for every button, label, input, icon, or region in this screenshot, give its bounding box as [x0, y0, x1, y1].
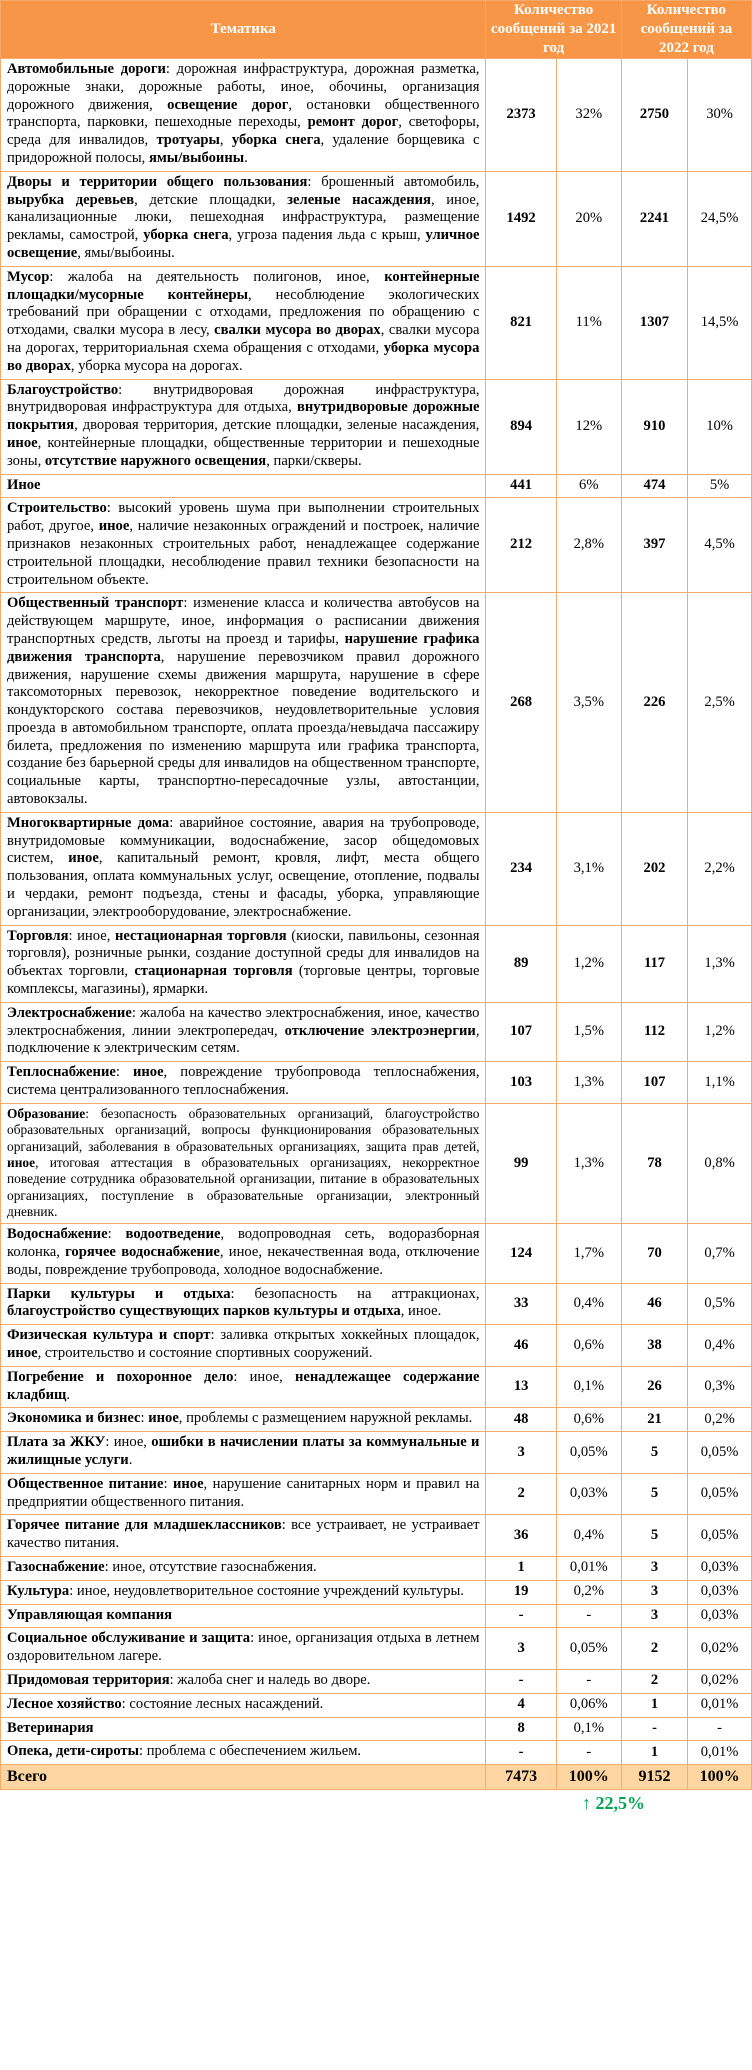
table-row: [1, 498, 752, 593]
percent-2022-cell: 0,4%: [688, 1325, 752, 1367]
topic-keyword: Благоустройство: [7, 381, 119, 398]
topic-text: , свалки мусора на дорогах, территориальная схема обращения с отходами,: [7, 322, 480, 356]
table-row: [1, 474, 752, 498]
topic-cell: [1, 1515, 486, 1557]
count-2022-cell: 78: [621, 1103, 687, 1223]
count-2021-cell: 103: [486, 1062, 556, 1104]
percent-2022-cell: 2,5%: [688, 593, 752, 813]
count-2021-cell: 268: [486, 593, 556, 813]
count-2022-cell: 2750: [621, 59, 687, 172]
topic-keyword: вырубка деревьев: [7, 191, 135, 208]
percent-2022-cell: 0,8%: [688, 1103, 752, 1223]
topic-keyword: отсутствие наружного освещения: [44, 452, 267, 469]
topic-keyword: Экономика и бизнес: [7, 1410, 141, 1427]
count-2022-cell: 2: [621, 1669, 687, 1693]
topic-text: , угроза падения льда с крыш,: [228, 227, 426, 244]
table-row: [1, 379, 752, 474]
topic-text: , капитальный ремонт, кровля, лифт, места общего пользования, оплата коммунальных услуг, освещение, отопление, подвалы и чердаки, ремонт подъезда, стены и фасады, уборка, управляющие организации, электрооборудование, электроснабжение.: [7, 850, 480, 920]
count-2021-cell: 3: [486, 1432, 556, 1474]
topic-text: , детские площадки,: [134, 191, 288, 208]
topic-text: .: [66, 1386, 70, 1403]
topic-text: , наличие незаконных ограждений и построек, наличие признаков незаконных строительных работ, ненадлежащее содержание строительной площадки, несоблюдение правил техники безопасности на строительном объекте.: [7, 518, 480, 588]
topic-text: : жалоба на качество электроснабжения, иное, качество электроснабжения, линии электропередач,: [7, 1004, 480, 1039]
topic-text: : жалоба снег и наледь во дворе.: [169, 1671, 371, 1688]
percent-2021-cell: 32%: [556, 59, 621, 172]
percent-2021-cell: 2,8%: [556, 498, 621, 593]
topic-text: : аварийное состояние, авария на трубопроводе, внутридомовые коммуникации, водоснабжение, засор общедомовых систем,: [7, 814, 480, 867]
topic-text: : безопасность на аттракционах,: [230, 1285, 480, 1302]
topic-keyword: Общественный транспорт: [7, 595, 184, 612]
table-row: [1, 812, 752, 925]
count-2022-cell: -: [621, 1717, 687, 1741]
topic-keyword: Горячее питание для младшеклассников: [7, 1517, 282, 1534]
percent-2021-cell: -: [556, 1604, 621, 1628]
topic-cell: [1, 1556, 486, 1580]
topic-keyword: горячее водоснабжение: [65, 1244, 220, 1261]
count-2022-cell: 70: [621, 1224, 687, 1283]
count-2022-cell: 5: [621, 1515, 687, 1557]
topic-cell: [1, 1002, 486, 1061]
topic-keyword: зеленые насаждения: [287, 191, 431, 208]
topic-keyword: стационарная торговля: [134, 963, 293, 980]
topic-keyword: водоотведение: [125, 1226, 221, 1243]
percent-2022-cell: 14,5%: [688, 266, 752, 379]
percent-2022-cell: 2,2%: [688, 812, 752, 925]
topic-text: , повреждение трубопровода теплоснабжения, система централизованного теплоснабжения.: [7, 1064, 480, 1099]
topic-text: : брошенный автомобиль,: [307, 173, 480, 190]
total-percent-2022: 100%: [688, 1765, 752, 1790]
percent-2021-cell: 1,7%: [556, 1224, 621, 1283]
topic-text: :: [140, 1410, 149, 1427]
count-2022-cell: 202: [621, 812, 687, 925]
topic-text: , нарушение перевозчиком правил дорожного движения, нарушение схемы движения маршрута, нарушение в сфере таксомоторных перевозок, некорректное поведение водительского и кондукторского состава перевозчиков, неудовлетворительные условия проезда в автомобильном транспорте, оплата проезда/невыдача пассажиру билета, предложения по изменению маршрута или графика транспорта, создание без барьерной среды для инвалидов на общественном транспорте, социальные карты, транспортно-пересадочные узлы, автостанции, автовокзалы.: [7, 648, 480, 808]
table-row: [1, 1408, 752, 1432]
table-row: [1, 1717, 752, 1741]
topic-keyword: иное: [7, 1154, 36, 1170]
table-row: [1, 1628, 752, 1670]
count-2021-cell: 2: [486, 1473, 556, 1515]
count-2021-cell: 4: [486, 1693, 556, 1717]
percent-2022-cell: 0,3%: [688, 1366, 752, 1408]
topic-text: , дворовая территория, детские площадки, зеленые насаждения,: [74, 417, 480, 434]
topic-text: : заливка открытых хоккейных площадок,: [210, 1327, 480, 1344]
topic-keyword: тротуары: [156, 132, 220, 149]
topic-text: , несоблюдение экологических требований при обращении с отходами, предложения по обращению с отходами, свалки мусора в лесу,: [7, 286, 480, 339]
topic-cell: [1, 812, 486, 925]
count-2022-cell: 117: [621, 925, 687, 1002]
percent-2021-cell: 0,6%: [556, 1408, 621, 1432]
topic-keyword: Лесное хозяйство: [7, 1695, 122, 1712]
count-2021-cell: 3: [486, 1628, 556, 1670]
table-header: [1, 1, 752, 59]
topic-text: : иное,: [105, 1434, 152, 1451]
topic-cell: [1, 1580, 486, 1604]
topic-keyword: ямы/выбоины: [148, 149, 245, 166]
count-2021-cell: 36: [486, 1515, 556, 1557]
total-percent-2021: 100%: [556, 1765, 621, 1790]
count-2021-cell: 1492: [486, 171, 556, 266]
topic-keyword: ненадлежащее содержание кладбищ: [7, 1368, 480, 1403]
percent-2022-cell: 0,03%: [688, 1556, 752, 1580]
topic-text: : все устраивает, не устраивает качество питания.: [7, 1517, 480, 1552]
count-2022-cell: 1307: [621, 266, 687, 379]
topic-cell: [1, 1432, 486, 1474]
count-2021-cell: 46: [486, 1325, 556, 1367]
topic-text: : проблема с обеспечением жильем.: [139, 1743, 362, 1760]
topic-text: ,: [219, 132, 232, 149]
growth-indicator: [582, 1793, 645, 1814]
topic-text: :: [107, 1226, 126, 1243]
topic-text: :: [115, 1064, 133, 1081]
count-2021-cell: 48: [486, 1408, 556, 1432]
percent-2022-cell: 24,5%: [688, 171, 752, 266]
topic-keyword: нестационарная торговля: [114, 927, 287, 944]
percent-2021-cell: -: [556, 1669, 621, 1693]
count-2021-cell: 33: [486, 1283, 556, 1325]
topic-text: , ямы/выбоины.: [77, 244, 175, 261]
percent-2022-cell: 0,02%: [688, 1628, 752, 1670]
table-row: [1, 1741, 752, 1765]
topic-keyword: Строительство: [7, 500, 107, 517]
percent-2021-cell: 6%: [556, 474, 621, 498]
topic-keyword: Плата за ЖКУ: [7, 1434, 106, 1451]
topic-text: : безопасность образовательных организаций, благоустройство образовательных организаций, вопросы функционирования образовательных организаций, заболевания в образовательных организациях, защита прав детей,: [7, 1105, 480, 1154]
topic-keyword: Социальное обслуживание и защита: [7, 1630, 251, 1647]
count-2022-cell: 397: [621, 498, 687, 593]
percent-2022-cell: 30%: [688, 59, 752, 172]
topic-text: , иное, некачественная вода, отключение воды, повреждение трубопровода, холодное водоснабжение.: [7, 1244, 480, 1278]
count-2021-cell: -: [486, 1604, 556, 1628]
topic-text: , светофоры, среда для инвалидов,: [7, 114, 480, 149]
topic-text: : жалоба на деятельность полигонов, иное,: [49, 268, 385, 285]
topic-text: , подключение к электрическим сетям.: [7, 1022, 480, 1057]
topic-keyword: уборка мусора во дворах: [7, 339, 480, 374]
topic-text: :: [163, 1475, 173, 1492]
count-2021-cell: 894: [486, 379, 556, 474]
topic-cell: [1, 925, 486, 1002]
percent-2022-cell: 0,5%: [688, 1283, 752, 1325]
count-2021-cell: 124: [486, 1224, 556, 1283]
table-row: [1, 1103, 752, 1223]
topic-text: : иное, организация отдыха в летнем оздоровительном лагере.: [7, 1630, 480, 1665]
topic-text: , парки/скверы.: [266, 452, 362, 469]
topic-keyword: Многоквартирные дома: [7, 814, 170, 831]
topic-text: , водопроводная сеть, водоразборная колонка,: [7, 1226, 480, 1261]
topic-keyword: ошибки в начислении платы за коммунальные и жилищные услуги: [7, 1434, 480, 1468]
count-2021-cell: 8: [486, 1717, 556, 1741]
topic-cell: [1, 1408, 486, 1432]
topic-keyword: Мусор: [7, 268, 50, 285]
percent-2022-cell: 0,01%: [688, 1693, 752, 1717]
count-2022-cell: 46: [621, 1283, 687, 1325]
count-2022-cell: 107: [621, 1062, 687, 1104]
percent-2022-cell: 0,05%: [688, 1432, 752, 1474]
table-row: [1, 1693, 752, 1717]
topic-keyword: ремонт дорог: [307, 114, 399, 131]
topic-keyword: уборка снега: [231, 132, 321, 149]
topic-text: : иное,: [233, 1368, 295, 1385]
growth-value: 22,5%: [595, 1792, 645, 1813]
table-row: [1, 1515, 752, 1557]
topic-text: , контейнерные площадки, общественные территории и пешеходные зоны,: [7, 434, 480, 469]
topic-text: : иное, отсутствие газоснабжения.: [104, 1558, 317, 1575]
topic-keyword: Культура: [7, 1582, 70, 1599]
table-row: [1, 925, 752, 1002]
percent-2021-cell: 1,3%: [556, 1103, 621, 1223]
topic-keyword: иное: [148, 1410, 179, 1427]
table-row: [1, 1556, 752, 1580]
topic-keyword: Водоснабжение: [7, 1226, 108, 1243]
table-row: [1, 1002, 752, 1061]
topic-text: , строительство и состояние спортивных сооружений.: [37, 1345, 373, 1362]
percent-2021-cell: 0,06%: [556, 1693, 621, 1717]
percent-2021-cell: 0,4%: [556, 1283, 621, 1325]
percent-2022-cell: 0,05%: [688, 1515, 752, 1557]
topic-text: , иное, канализационные люки, пешеходная инфраструктура, размещение рекламы, самострой,: [7, 191, 480, 244]
topic-text: , итоговая аттестация в образовательных организациях, некорректное поведение сотрудника образовательной организации, питание в образовательных организациях, поступление в образовательные организации, электронный дневник.: [7, 1154, 480, 1219]
topic-cell: [1, 1741, 486, 1765]
growth-area: [0, 1790, 752, 1824]
percent-2022-cell: 1,3%: [688, 925, 752, 1002]
count-2021-cell: 212: [486, 498, 556, 593]
count-2021-cell: 441: [486, 474, 556, 498]
topic-keyword: Газоснабжение: [7, 1558, 105, 1575]
topic-keyword: Автомобильные дороги: [7, 61, 166, 77]
percent-2021-cell: 0,1%: [556, 1717, 621, 1741]
topic-keyword: иное: [172, 1475, 204, 1492]
count-2021-cell: 19: [486, 1580, 556, 1604]
percent-2021-cell: 0,6%: [556, 1325, 621, 1367]
topic-cell: [1, 1366, 486, 1408]
topic-keyword: Образование: [7, 1105, 86, 1121]
topic-keyword: иное: [132, 1064, 164, 1081]
percent-2021-cell: 3,5%: [556, 593, 621, 813]
count-2021-cell: 107: [486, 1002, 556, 1061]
topic-keyword: иное: [7, 434, 38, 451]
topic-cell: [1, 59, 486, 172]
percent-2022-cell: 0,01%: [688, 1741, 752, 1765]
percent-2021-cell: 0,05%: [556, 1628, 621, 1670]
percent-2021-cell: 3,1%: [556, 812, 621, 925]
header-2022: Количество сообщений за 2022 год: [621, 1, 751, 59]
topic-text: : изменение класса и количества автобусов на действующем маршруте, иное, информация о расписании движения транспортных средств, льготы на проезд и тарифы,: [7, 595, 480, 647]
count-2022-cell: 474: [621, 474, 687, 498]
percent-2021-cell: 0,05%: [556, 1432, 621, 1474]
table-row: [1, 1669, 752, 1693]
topic-keyword: свалки мусора во дворах: [214, 322, 381, 339]
table-row: [1, 266, 752, 379]
topic-cell: [1, 498, 486, 593]
topic-keyword: Парки культуры и отдыха: [7, 1285, 231, 1302]
topic-keyword: Общественное питание: [7, 1475, 164, 1492]
percent-2021-cell: 0,2%: [556, 1580, 621, 1604]
topic-keyword: внутридворовые дорожные покрытия: [7, 399, 480, 434]
topic-keyword: Физическая культура и спорт: [7, 1327, 211, 1344]
percent-2022-cell: 1,2%: [688, 1002, 752, 1061]
table-row: [1, 1062, 752, 1104]
count-2021-cell: 13: [486, 1366, 556, 1408]
topic-text: .: [128, 1452, 133, 1468]
topic-keyword: освещение дорог: [167, 96, 289, 113]
topic-text: : внутридворовая дорожная инфраструктура, внутридворовая инфраструктура для отдыха,: [7, 381, 480, 416]
topic-text: , удаление борщевика с придорожной полосы,: [7, 132, 480, 166]
topic-keyword: Ветеринария: [7, 1719, 94, 1736]
count-2021-cell: 234: [486, 812, 556, 925]
topic-text: : иное,: [68, 927, 115, 944]
topic-cell: [1, 379, 486, 474]
table-row: [1, 593, 752, 813]
percent-2021-cell: 1,5%: [556, 1002, 621, 1061]
percent-2021-cell: 12%: [556, 379, 621, 474]
topic-text: : иное, неудовлетворительное состояние учреждений культуры.: [69, 1582, 464, 1599]
table-row: [1, 1604, 752, 1628]
topic-keyword: иное: [7, 1345, 38, 1362]
table-row: [1, 1432, 752, 1474]
table-row: [1, 1366, 752, 1408]
topic-keyword: Погребение и похоронное дело: [7, 1368, 234, 1385]
table-row: [1, 1580, 752, 1604]
percent-2022-cell: 10%: [688, 379, 752, 474]
topic-text: , остановки общественного транспорта, парковки, пешеходные переходы,: [7, 96, 480, 131]
topic-text: : дорожная инфраструктура, дорожная разметка, дорожные знаки, дорожные работы, иное, обочины, организация дорожного движения,: [7, 61, 480, 113]
topic-text: (киоски, павильоны, сезонная торговля), розничные рынки, создание доступной среды для инвалидов на объектах торговли,: [7, 927, 480, 980]
count-2022-cell: 3: [621, 1580, 687, 1604]
topic-keyword: Дворы и территории общего пользования: [7, 173, 308, 190]
count-2022-cell: 3: [621, 1604, 687, 1628]
topic-cell: [1, 1224, 486, 1283]
arrow-up-icon: ↑: [582, 1792, 591, 1813]
topic-keyword: уличное освещение: [7, 227, 480, 261]
total-count-2021: 7473: [486, 1765, 556, 1790]
count-2022-cell: 3: [621, 1556, 687, 1580]
topic-keyword: иное: [68, 850, 99, 867]
table-row: [1, 59, 752, 172]
topic-text: , проблемы с размещением наружной рекламы.: [178, 1410, 473, 1427]
total-row: [1, 1765, 752, 1790]
topic-keyword: Иное: [7, 476, 41, 493]
topic-text: , иное.: [400, 1303, 442, 1320]
count-2022-cell: 1: [621, 1741, 687, 1765]
count-2022-cell: 2241: [621, 171, 687, 266]
table-row: [1, 1473, 752, 1515]
count-2022-cell: 226: [621, 593, 687, 813]
topic-keyword: отключение электроэнергии: [284, 1022, 476, 1039]
header-topic: Тематика: [1, 1, 486, 59]
count-2022-cell: 910: [621, 379, 687, 474]
topic-keyword: контейнерные площадки/мусорные контейнеры: [7, 268, 480, 303]
count-2021-cell: -: [486, 1741, 556, 1765]
topic-cell: [1, 1325, 486, 1367]
percent-2022-cell: 0,03%: [688, 1580, 752, 1604]
percent-2022-cell: 5%: [688, 474, 752, 498]
percent-2021-cell: 0,03%: [556, 1473, 621, 1515]
topic-cell: [1, 1717, 486, 1741]
topic-cell: [1, 1473, 486, 1515]
count-2022-cell: 1: [621, 1693, 687, 1717]
topic-text: : состояние лесных насаждений.: [121, 1695, 324, 1712]
topic-cell: [1, 266, 486, 379]
total-count-2022: 9152: [621, 1765, 687, 1790]
percent-2021-cell: -: [556, 1741, 621, 1765]
topic-cell: [1, 1669, 486, 1693]
percent-2021-cell: 11%: [556, 266, 621, 379]
table-row: [1, 171, 752, 266]
topic-keyword: Опека, дети-сироты: [7, 1743, 139, 1760]
percent-2022-cell: -: [688, 1717, 752, 1741]
total-label: Всего: [1, 1765, 486, 1790]
count-2021-cell: 89: [486, 925, 556, 1002]
count-2022-cell: 2: [621, 1628, 687, 1670]
percent-2021-cell: 0,01%: [556, 1556, 621, 1580]
header-2021: Количество сообщений за 2021 год: [486, 1, 621, 59]
topic-keyword: Управляющая компания: [7, 1606, 173, 1623]
topic-keyword: Придомовая территория: [7, 1671, 170, 1688]
topic-text: , нарушение санитарных норм и правил на предприятии общественного питания.: [7, 1475, 480, 1510]
topic-text: (торговые центры, торговые комплексы, магазины), ярмарки.: [7, 963, 480, 998]
topic-cell: [1, 1693, 486, 1717]
count-2022-cell: 5: [621, 1432, 687, 1474]
percent-2021-cell: 0,4%: [556, 1515, 621, 1557]
percent-2021-cell: 1,2%: [556, 925, 621, 1002]
count-2021-cell: 99: [486, 1103, 556, 1223]
topic-keyword: нарушение графика движения транспорта: [7, 630, 480, 665]
topic-cell: [1, 1628, 486, 1670]
topic-keyword: уборка снега: [143, 227, 229, 244]
percent-2021-cell: 0,1%: [556, 1366, 621, 1408]
topic-text: : высокий уровень шума при выполнении строительных работ, другое,: [7, 500, 480, 535]
percent-2021-cell: 1,3%: [556, 1062, 621, 1104]
topic-text: .: [244, 149, 248, 166]
topic-cell: [1, 1283, 486, 1325]
percent-2022-cell: 4,5%: [688, 498, 752, 593]
topic-cell: [1, 474, 486, 498]
topic-cell: [1, 1062, 486, 1104]
topic-cell: [1, 171, 486, 266]
topic-cell: [1, 1604, 486, 1628]
percent-2022-cell: 0,2%: [688, 1408, 752, 1432]
topic-keyword: Электроснабжение: [7, 1004, 132, 1021]
topic-keyword: Теплоснабжение: [7, 1064, 116, 1081]
topic-text: , уборка мусора на дорогах.: [70, 357, 243, 374]
table-row: [1, 1325, 752, 1367]
percent-2022-cell: 0,03%: [688, 1604, 752, 1628]
topic-cell: [1, 1103, 486, 1223]
table-body: [1, 59, 752, 1765]
topic-keyword: благоустройство существующих парков культуры и отдыха: [7, 1303, 401, 1320]
count-2021-cell: 821: [486, 266, 556, 379]
percent-2021-cell: 20%: [556, 171, 621, 266]
table-row: [1, 1283, 752, 1325]
percent-2022-cell: 1,1%: [688, 1062, 752, 1104]
topic-keyword: иное: [98, 518, 130, 535]
count-2022-cell: 26: [621, 1366, 687, 1408]
count-2022-cell: 21: [621, 1408, 687, 1432]
topic-cell: [1, 593, 486, 813]
percent-2022-cell: 0,05%: [688, 1473, 752, 1515]
percent-2022-cell: 0,7%: [688, 1224, 752, 1283]
count-2021-cell: 1: [486, 1556, 556, 1580]
percent-2022-cell: 0,02%: [688, 1669, 752, 1693]
count-2022-cell: 5: [621, 1473, 687, 1515]
table-row: [1, 1224, 752, 1283]
count-2021-cell: -: [486, 1669, 556, 1693]
topic-keyword: Торговля: [7, 927, 69, 944]
count-2021-cell: 2373: [486, 59, 556, 172]
count-2022-cell: 38: [621, 1325, 687, 1367]
count-2022-cell: 112: [621, 1002, 687, 1061]
